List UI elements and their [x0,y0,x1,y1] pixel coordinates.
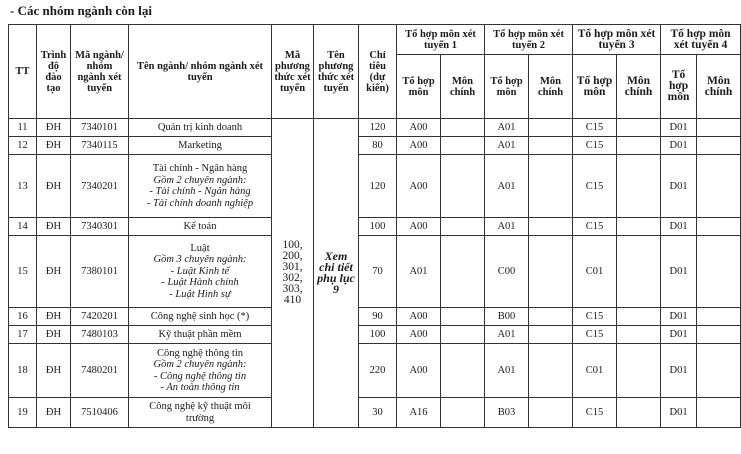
row-major-name [129,308,272,326]
row-quota: 100 [359,326,397,344]
row-combo-1-main [441,344,485,398]
row-combo-4: D01 [661,155,697,218]
row-quota: 120 [359,119,397,137]
row-level: ĐH [37,308,71,326]
row-combo-3: C15 [573,398,617,428]
combo-3-subject-group: Tổ hợp môn [573,55,617,119]
row-combo-4-main [697,308,741,326]
method-code: 301, [282,261,303,273]
row-combo-2: A01 [485,137,529,155]
col-combo-2: Tổ hợp môn xét tuyển 2 [485,25,573,55]
major-name-line: - Luật Hình sự [169,288,231,300]
method-code: 410 [283,294,302,306]
col-major-code: Mã ngành/ nhóm ngành xét tuyển [71,25,129,119]
combo-2-subject-group: Tổ hợp môn [485,55,529,119]
row-quota: 70 [359,236,397,308]
major-name-line: - Tài chính - Ngân hàng [149,186,251,197]
row-major-name [129,398,272,428]
row-combo-4-main [697,344,741,398]
row-combo-1-main [441,308,485,326]
row-level: ĐH [37,326,71,344]
table-row [9,344,741,398]
row-combo-3-main [617,398,661,428]
row-level: ĐH [37,137,71,155]
row-combo-1: A01 [397,236,441,308]
row-combo-1: A16 [397,398,441,428]
row-combo-4: D01 [661,344,697,398]
row-major-code: 7340201 [71,155,129,218]
row-combo-2-main [529,155,573,218]
row-quota: 220 [359,344,397,398]
table-row [9,236,741,308]
col-method-code: Mã phương thức xét tuyển [272,25,314,119]
method-code: 100, [282,239,303,251]
method-code: 200, [282,250,303,262]
method-codes-cell [272,119,314,428]
col-combo-1: Tổ hợp môn xét tuyển 1 [397,25,485,55]
admission-table [8,24,741,428]
col-combo-3: Tổ hợp môn xét tuyển 3 [573,25,661,55]
col-major-name: Tên ngành/ nhóm ngành xét tuyển [129,25,272,119]
col-level: Trình độ đào tạo [37,25,71,119]
table-row [9,137,741,155]
row-combo-4: D01 [661,236,697,308]
row-level: ĐH [37,119,71,137]
row-combo-3-main [617,344,661,398]
method-name-cell: Xem chi tiết phụ lục 9 [314,119,359,428]
row-tt: 16 [9,308,37,326]
row-combo-3-main [617,326,661,344]
row-combo-4: D01 [661,218,697,236]
row-combo-3: C15 [573,326,617,344]
table-row [9,119,741,137]
major-name-line: Quản trị kinh doanh [157,121,243,133]
table-row [9,308,741,326]
row-combo-1: A00 [397,308,441,326]
row-combo-4-main [697,236,741,308]
row-major-code: 7340101 [71,119,129,137]
row-combo-4: D01 [661,398,697,428]
row-combo-3: C01 [573,344,617,398]
row-combo-4-main [697,218,741,236]
row-major-code: 7380101 [71,236,129,308]
major-name-line: Kỹ thuật phần mềm [158,328,242,340]
col-tt: TT [9,25,37,119]
row-combo-2: A01 [485,155,529,218]
row-combo-2: A01 [485,119,529,137]
row-combo-1-main [441,137,485,155]
row-combo-2-main [529,398,573,428]
row-combo-3: C15 [573,155,617,218]
row-level: ĐH [37,155,71,218]
row-combo-2-main [529,236,573,308]
row-combo-2-main [529,308,573,326]
row-combo-1: A00 [397,155,441,218]
major-name-line: - An toàn thông tin [160,382,240,393]
row-combo-2: A01 [485,326,529,344]
major-name-line: Gồm 2 chuyên ngành: [153,174,247,186]
combo-1-subject-group: Tổ hợp môn [397,55,441,119]
row-tt: 14 [9,218,37,236]
method-code: 303, [282,283,303,295]
row-combo-4: D01 [661,326,697,344]
method-code: 302, [282,272,303,284]
row-major-name [129,236,272,308]
row-combo-1-main [441,155,485,218]
combo-4-subject-group: Tổ hợp môn [661,55,697,119]
col-combo-4: Tổ hợp môn xét tuyển 4 [661,25,741,55]
row-major-name [129,344,272,398]
row-tt: 19 [9,398,37,428]
row-combo-4: D01 [661,308,697,326]
row-combo-3-main [617,236,661,308]
row-combo-4: D01 [661,119,697,137]
row-quota: 100 [359,218,397,236]
row-level: ĐH [37,218,71,236]
row-combo-2: B00 [485,308,529,326]
combo-1-main-subject: Môn chính [441,55,485,119]
row-combo-2-main [529,218,573,236]
row-combo-1: A00 [397,218,441,236]
row-combo-3: C15 [573,218,617,236]
row-combo-1-main [441,236,485,308]
row-level: ĐH [37,236,71,308]
row-combo-1: A00 [397,137,441,155]
major-name-line: - Luật Kinh tế [170,265,230,277]
combo-4-main-subject: Môn chính [697,55,741,119]
row-combo-2: A01 [485,344,529,398]
row-quota: 120 [359,155,397,218]
row-combo-2-main [529,119,573,137]
row-tt: 13 [9,155,37,218]
row-major-code: 7340301 [71,218,129,236]
major-name-line: Gồm 3 chuyên ngành: [153,254,247,266]
row-tt: 17 [9,326,37,344]
table-body [9,119,741,428]
major-name-line: Công nghệ thông tin [156,347,244,359]
row-combo-3-main [617,218,661,236]
row-combo-1: A00 [397,119,441,137]
table-row [9,155,741,218]
major-name-line: Công nghệ sinh học (*) [150,310,250,322]
row-major-code: 7480201 [71,344,129,398]
row-combo-3: C15 [573,119,617,137]
table-row [9,326,741,344]
table-row [9,218,741,236]
major-name-line: Marketing [178,139,222,151]
row-quota: 30 [359,398,397,428]
row-major-name [129,137,272,155]
major-name-line: Tài chính - Ngân hàng [152,163,248,174]
row-combo-1-main [441,398,485,428]
row-combo-1-main [441,119,485,137]
major-name-line: - Luật Hành chính [161,277,239,289]
row-combo-4-main [697,326,741,344]
section-heading: - Các nhóm ngành còn lại [10,3,152,18]
row-combo-3-main [617,119,661,137]
row-combo-2: B03 [485,398,529,428]
row-level: ĐH [37,344,71,398]
row-combo-4-main [697,119,741,137]
row-combo-3: C15 [573,308,617,326]
row-combo-4-main [697,137,741,155]
col-quota: Chỉ tiêu (dự kiến) [359,25,397,119]
row-combo-2-main [529,326,573,344]
row-combo-1-main [441,218,485,236]
major-name-line: trường [185,412,215,424]
row-combo-3-main [617,155,661,218]
row-combo-1: A00 [397,344,441,398]
row-major-name [129,326,272,344]
row-major-code: 7340115 [71,137,129,155]
row-tt: 11 [9,119,37,137]
row-major-name [129,119,272,137]
row-combo-3-main [617,308,661,326]
row-combo-2-main [529,344,573,398]
row-combo-2-main [529,137,573,155]
major-name-line: Luật [190,242,210,254]
row-combo-3-main [617,137,661,155]
major-name-line: - Tài chính doanh nghiệp [146,197,254,209]
row-combo-1-main [441,326,485,344]
row-major-code: 7480103 [71,326,129,344]
row-major-name [129,155,272,218]
col-method-name: Tên phương thức xét tuyển [314,25,359,119]
major-name-line: Công nghệ kỹ thuật môi [149,401,251,412]
row-quota: 90 [359,308,397,326]
row-combo-4: D01 [661,137,697,155]
row-major-code: 7510406 [71,398,129,428]
row-combo-2: C00 [485,236,529,308]
row-combo-4-main [697,398,741,428]
major-name-line: Kế toán [183,220,217,232]
major-name-line: - Công nghệ thông tin [153,370,247,382]
row-combo-4-main [697,155,741,218]
combo-2-main-subject: Môn chính [529,55,573,119]
row-combo-2: A01 [485,218,529,236]
row-tt: 15 [9,236,37,308]
row-level: ĐH [37,398,71,428]
table-row [9,398,741,428]
row-combo-3: C15 [573,137,617,155]
row-major-code: 7420201 [71,308,129,326]
row-tt: 18 [9,344,37,398]
combo-3-main-subject: Môn chính [617,55,661,119]
header-row-1 [9,25,741,55]
row-quota: 80 [359,137,397,155]
row-combo-1: A00 [397,326,441,344]
row-major-name [129,218,272,236]
row-combo-3: C01 [573,236,617,308]
major-name-line: Gồm 2 chuyên ngành: [153,359,247,370]
row-tt: 12 [9,137,37,155]
